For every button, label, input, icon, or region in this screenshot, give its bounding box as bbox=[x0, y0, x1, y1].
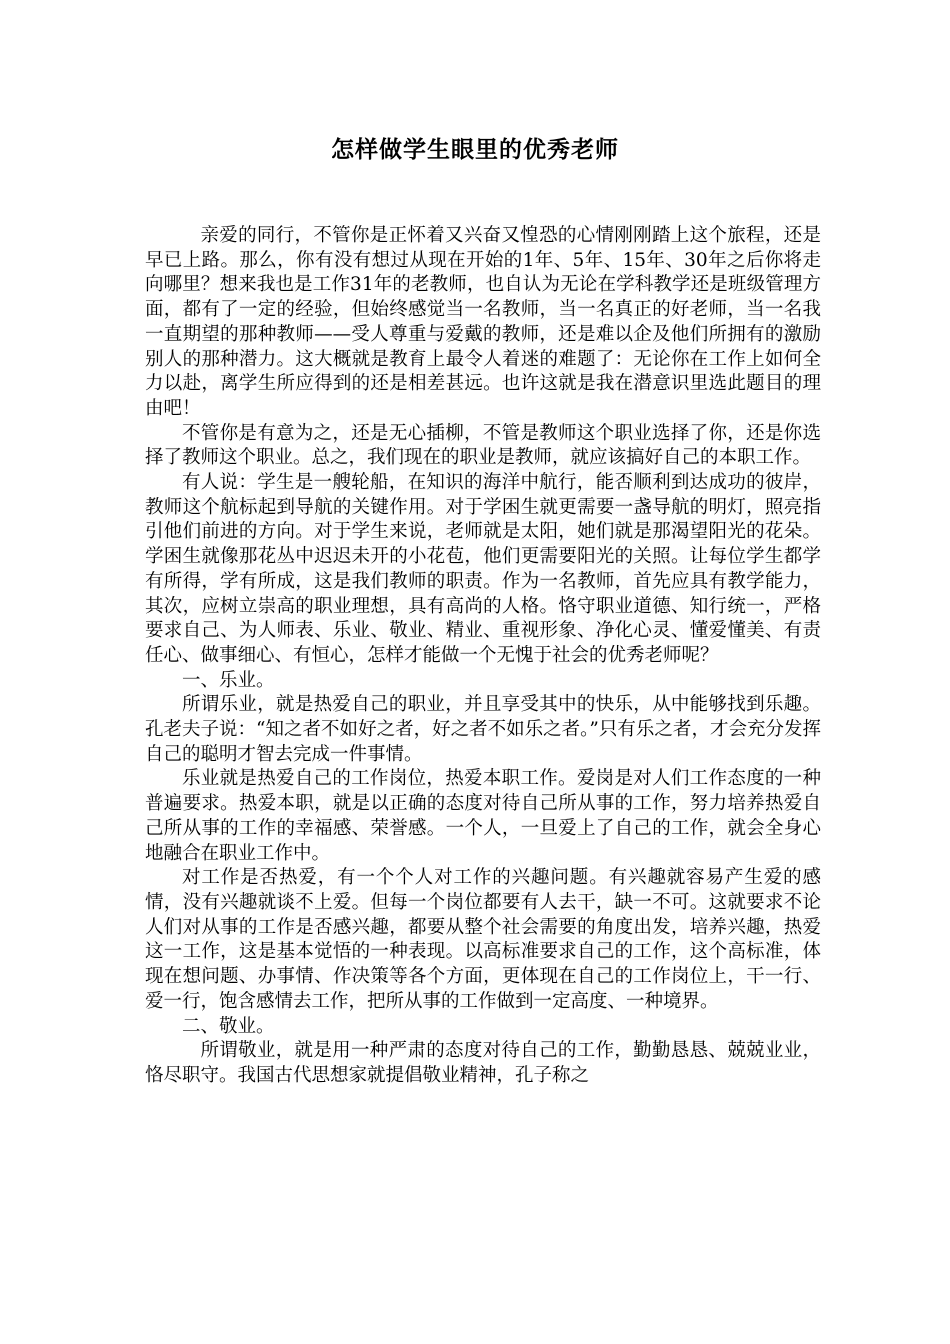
paragraph-leye-interest: 对工作是否热爱，有一个个人对工作的兴趣问题。有兴趣就容易产生爱的感情，没有兴趣就谈不上爱。但每一个岗位都要有人去干，缺一不可。这就要求不论人们对从事的工作是否感兴趣，都要从整个社会需要的角度出发，培养兴趣，热爱这一工作，这是基本觉悟的一种表现。以高标准要求自己的工作，这个高标准，体现在想问题、办事情、作决策等各个方面，更体现在自己的工作岗位上，干一行、爱一行，饱含感情去工作，把所从事的工作做到一定高度、一种境界。 bbox=[145, 867, 821, 1012]
document-body bbox=[145, 224, 821, 1089]
section-heading-jingye: 二、敬业。 bbox=[182, 1015, 275, 1037]
section-heading-leye: 一、乐业。 bbox=[182, 669, 275, 691]
paragraph-intro: 亲爱的同行，不管你是正怀着又兴奋又惶恐的心情刚刚踏上这个旅程，还是早已上路。那么，你有没有想过从现在开始的1年、5年、15年、30年之后你将走向哪里？想来我也是工作31年的老教师，也自认为无论在学科教学还是班级管理方面，都有了一定的经验，但始终感觉当一名教师，当一名真正的好老师，当一名我一直期望的那种教师——受人尊重与爱戴的教师，还是难以企及他们所拥有的激励别人的那种潜力。这大概就是教育上最令人着迷的难题了：无论你在工作上如何全力以赴，离学生所应得到的还是相差甚远。也许这就是我在潜意识里选此题目的理由吧！ bbox=[145, 225, 821, 419]
paragraph-jingye-definition: 所谓敬业，就是用一种严肃的态度对待自己的工作，勤勤恳恳、兢兢业业，恪尽职守。我国古代思想家就提倡敬业精神，孔子称之 bbox=[145, 1040, 821, 1086]
paragraph-leye-definition: 所谓乐业，就是热爱自己的职业，并且享受其中的快乐，从中能够找到乐趣。孔老夫子说：“知之者不如好之者，好之者不如乐之者。”只有乐之者，才会充分发挥自己的聪明才智去完成一件事情。 bbox=[145, 694, 821, 765]
document-title: 怎样做学生眼里的优秀老师 bbox=[331, 137, 619, 163]
paragraph-teacher-role: 有人说：学生是一艘轮船，在知识的海洋中航行，能否顺利到达成功的彼岸，教师这个航标起到导航的关键作用。对于学困生就更需要一盏导航的明灯，照亮指引他们前进的方向。对于学生来说，老师就是太阳，她们就是那渴望阳光的花朵。学困生就像那花丛中迟迟未开的小花苞，他们更需要阳光的关照。让每位学生都学有所得，学有所成，这是我们教师的职责。作为一名教师，首先应具有教学能力，其次，应树立崇高的职业理想，具有高尚的人格。恪守职业道德、知行统一，严格要求自己、为人师表、乐业、敬业、精业、重视形象、净化心灵、懂爱懂美、有责任心、做事细心、有恒心，怎样才能做一个无愧于社会的优秀老师呢？ bbox=[145, 472, 821, 666]
paragraph-career-choice: 不管你是有意为之，还是无心插柳，不管是教师这个职业选择了你，还是你选择了教师这个职业。总之，我们现在的职业是教师，就应该搞好自己的本职工作。 bbox=[145, 422, 821, 469]
paragraph-leye-love-job: 乐业就是热爱自己的工作岗位，热爱本职工作。爱岗是对人们工作态度的一种普遍要求。热爱本职，就是以正确的态度对待自己所从事的工作，努力培养热爱自己所从事的工作的幸福感、荣誉感。一个人，一旦爱上了自己的工作，就会全身心地融合在职业工作中。 bbox=[145, 768, 821, 864]
